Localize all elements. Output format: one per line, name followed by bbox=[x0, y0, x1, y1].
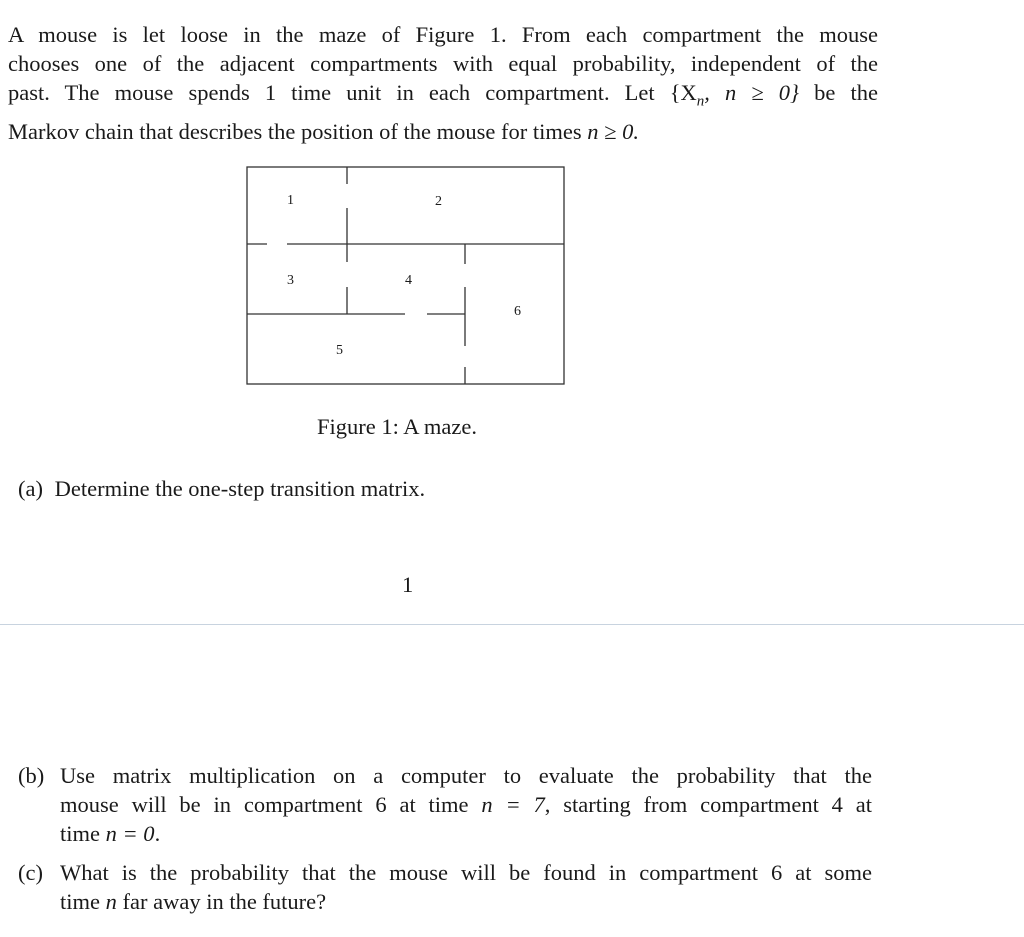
maze-label-5: 5 bbox=[336, 343, 343, 358]
maze-label-3: 3 bbox=[287, 273, 294, 288]
question-b-label: (b) bbox=[18, 763, 45, 788]
intro-line-3: past. The mouse spends 1 time unit in each compartment. Let {$X_n$, n ≥ 0} be the bbox=[8, 80, 878, 110]
question-a-label: (a) bbox=[18, 476, 43, 501]
maze-label-6: 6 bbox=[514, 304, 521, 319]
question-c-label: (c) bbox=[18, 860, 43, 885]
question-a bbox=[18, 476, 425, 502]
intro-line-1: A mouse is let loose in the maze of Figure 1. From each compartment the mouse bbox=[8, 22, 878, 47]
intro-line-2: chooses one of the adjacent compartments with equal probability, independent of the bbox=[8, 51, 878, 76]
intro-line-4: Markov chain that describes the position of the mouse for times n ≥ 0. bbox=[8, 118, 639, 144]
page-number: 1 bbox=[402, 572, 414, 597]
page-divider bbox=[0, 624, 1024, 625]
maze-label-4: 4 bbox=[405, 273, 412, 288]
question-c-text: What is the probability that the mouse will be found in compartment 6 at some time n far away in the future? bbox=[60, 860, 872, 914]
maze-label-1: 1 bbox=[287, 193, 294, 208]
question-a-text: Determine the one-step transition matrix. bbox=[54, 476, 426, 501]
figure-caption: Figure 1: A maze. bbox=[317, 414, 477, 439]
maze-label-2: 2 bbox=[435, 194, 442, 209]
question-b-text: Use matrix multiplication on a computer to evaluate the probability that the mouse will be in compartment 6 at time n = 7, starting from compartment 4 at time n = 0. bbox=[60, 763, 873, 846]
